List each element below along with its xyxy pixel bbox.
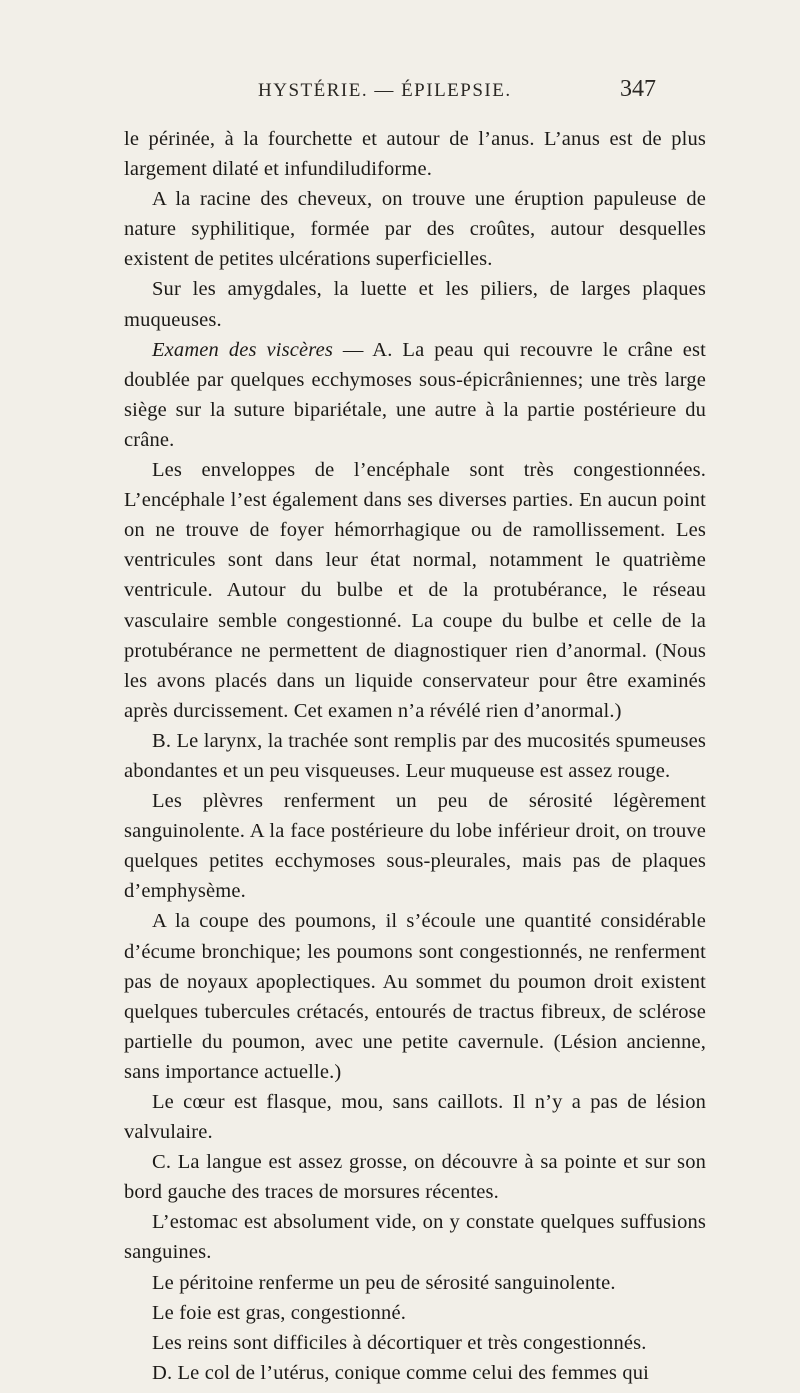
paragraph: B. Le larynx, la trachée sont remplis par des mucosités spumeuses abondantes et un peu visqueuses. Leur muqueuse est assez rouge. bbox=[124, 729, 706, 782]
paragraph-text: — A. La peau qui recouvre le crâne est doublée par quelques ecchymoses sous-épicrâniennes; une très large siège sur la suture bipariétale, une autre à la partie postérieure du crâne. bbox=[124, 338, 706, 451]
paragraph: A la racine des cheveux, on trouve une éruption papuleuse de nature syphilitique, formée par des croûtes, autour desquelles existent de petites ulcérations superficielles. bbox=[124, 188, 706, 271]
paragraph: Le cœur est flasque, mou, sans caillots. Il n’y a pas de lésion valvulaire. bbox=[124, 1091, 706, 1144]
paragraph: Les reins sont difficiles à décortiquer et très congestionnés. bbox=[152, 1331, 647, 1354]
paragraph: Le foie est gras, congestionné. bbox=[152, 1301, 406, 1324]
running-head: HYSTÉRIE. — ÉPILEPSIE. bbox=[258, 80, 512, 101]
paragraph: Les plèvres renferment un peu de sérosité légèrement sanguinolente. A la face postérieure du lobe inférieur droit, on trouve quelques petites ecchymoses sous-pleurales, mais pas de plaques d’emphysème. bbox=[124, 790, 706, 903]
paragraph: Sur les amygdales, la luette et les piliers, de larges plaques muqueuses. bbox=[124, 278, 706, 331]
paragraph: le périnée, à la fourchette et autour de l’anus. L’anus est de plus largement dilaté et infundiludiforme. bbox=[124, 128, 706, 181]
section-heading: Examen des viscères bbox=[152, 338, 333, 361]
paragraph: A la coupe des poumons, il s’écoule une quantité considérable d’écume bronchique; les poumons sont congestionnés, ne renferment pas de noyaux apoplectiques. Au sommet du poumon droit existent quelques tubercules crétacés, entourés de tractus fibreux, de sclérose partielle du poumon, avec une petite cavernule. (Lésion ancienne, sans importance actuelle.) bbox=[124, 910, 706, 1083]
paragraph: Le péritoine renferme un peu de sérosité sanguinolente. bbox=[152, 1271, 616, 1294]
body-text bbox=[124, 124, 706, 1388]
paragraph bbox=[124, 335, 706, 455]
page-number: 347 bbox=[620, 76, 656, 102]
paragraph: D. Le col de l’utérus, conique comme celui des femmes qui bbox=[152, 1361, 649, 1384]
paragraph: Les enveloppes de l’encéphale sont très congestionnées. L’encéphale l’est également dans ses diverses parties. En aucun point on ne trouve de foyer hémorrhagique ou de ramollissement. Les ventricules sont dans leur état normal, notamment le quatrième ventricule. Autour du bulbe et de la protubérance, le réseau vasculaire semble congestionné. La coupe du bulbe et celle de la protubérance ne permettent de diagnostiquer rien d’anormal. (Nous les avons placés dans un liquide conservateur pour être examinés après durcissement. Cet examen n’a révélé rien d’anormal.) bbox=[124, 459, 706, 722]
paragraph: C. La langue est assez grosse, on découvre à sa pointe et sur son bord gauche des traces de morsures récentes. bbox=[124, 1151, 706, 1204]
paragraph: L’estomac est absolument vide, on y constate quelques suffusions sanguines. bbox=[124, 1211, 706, 1264]
